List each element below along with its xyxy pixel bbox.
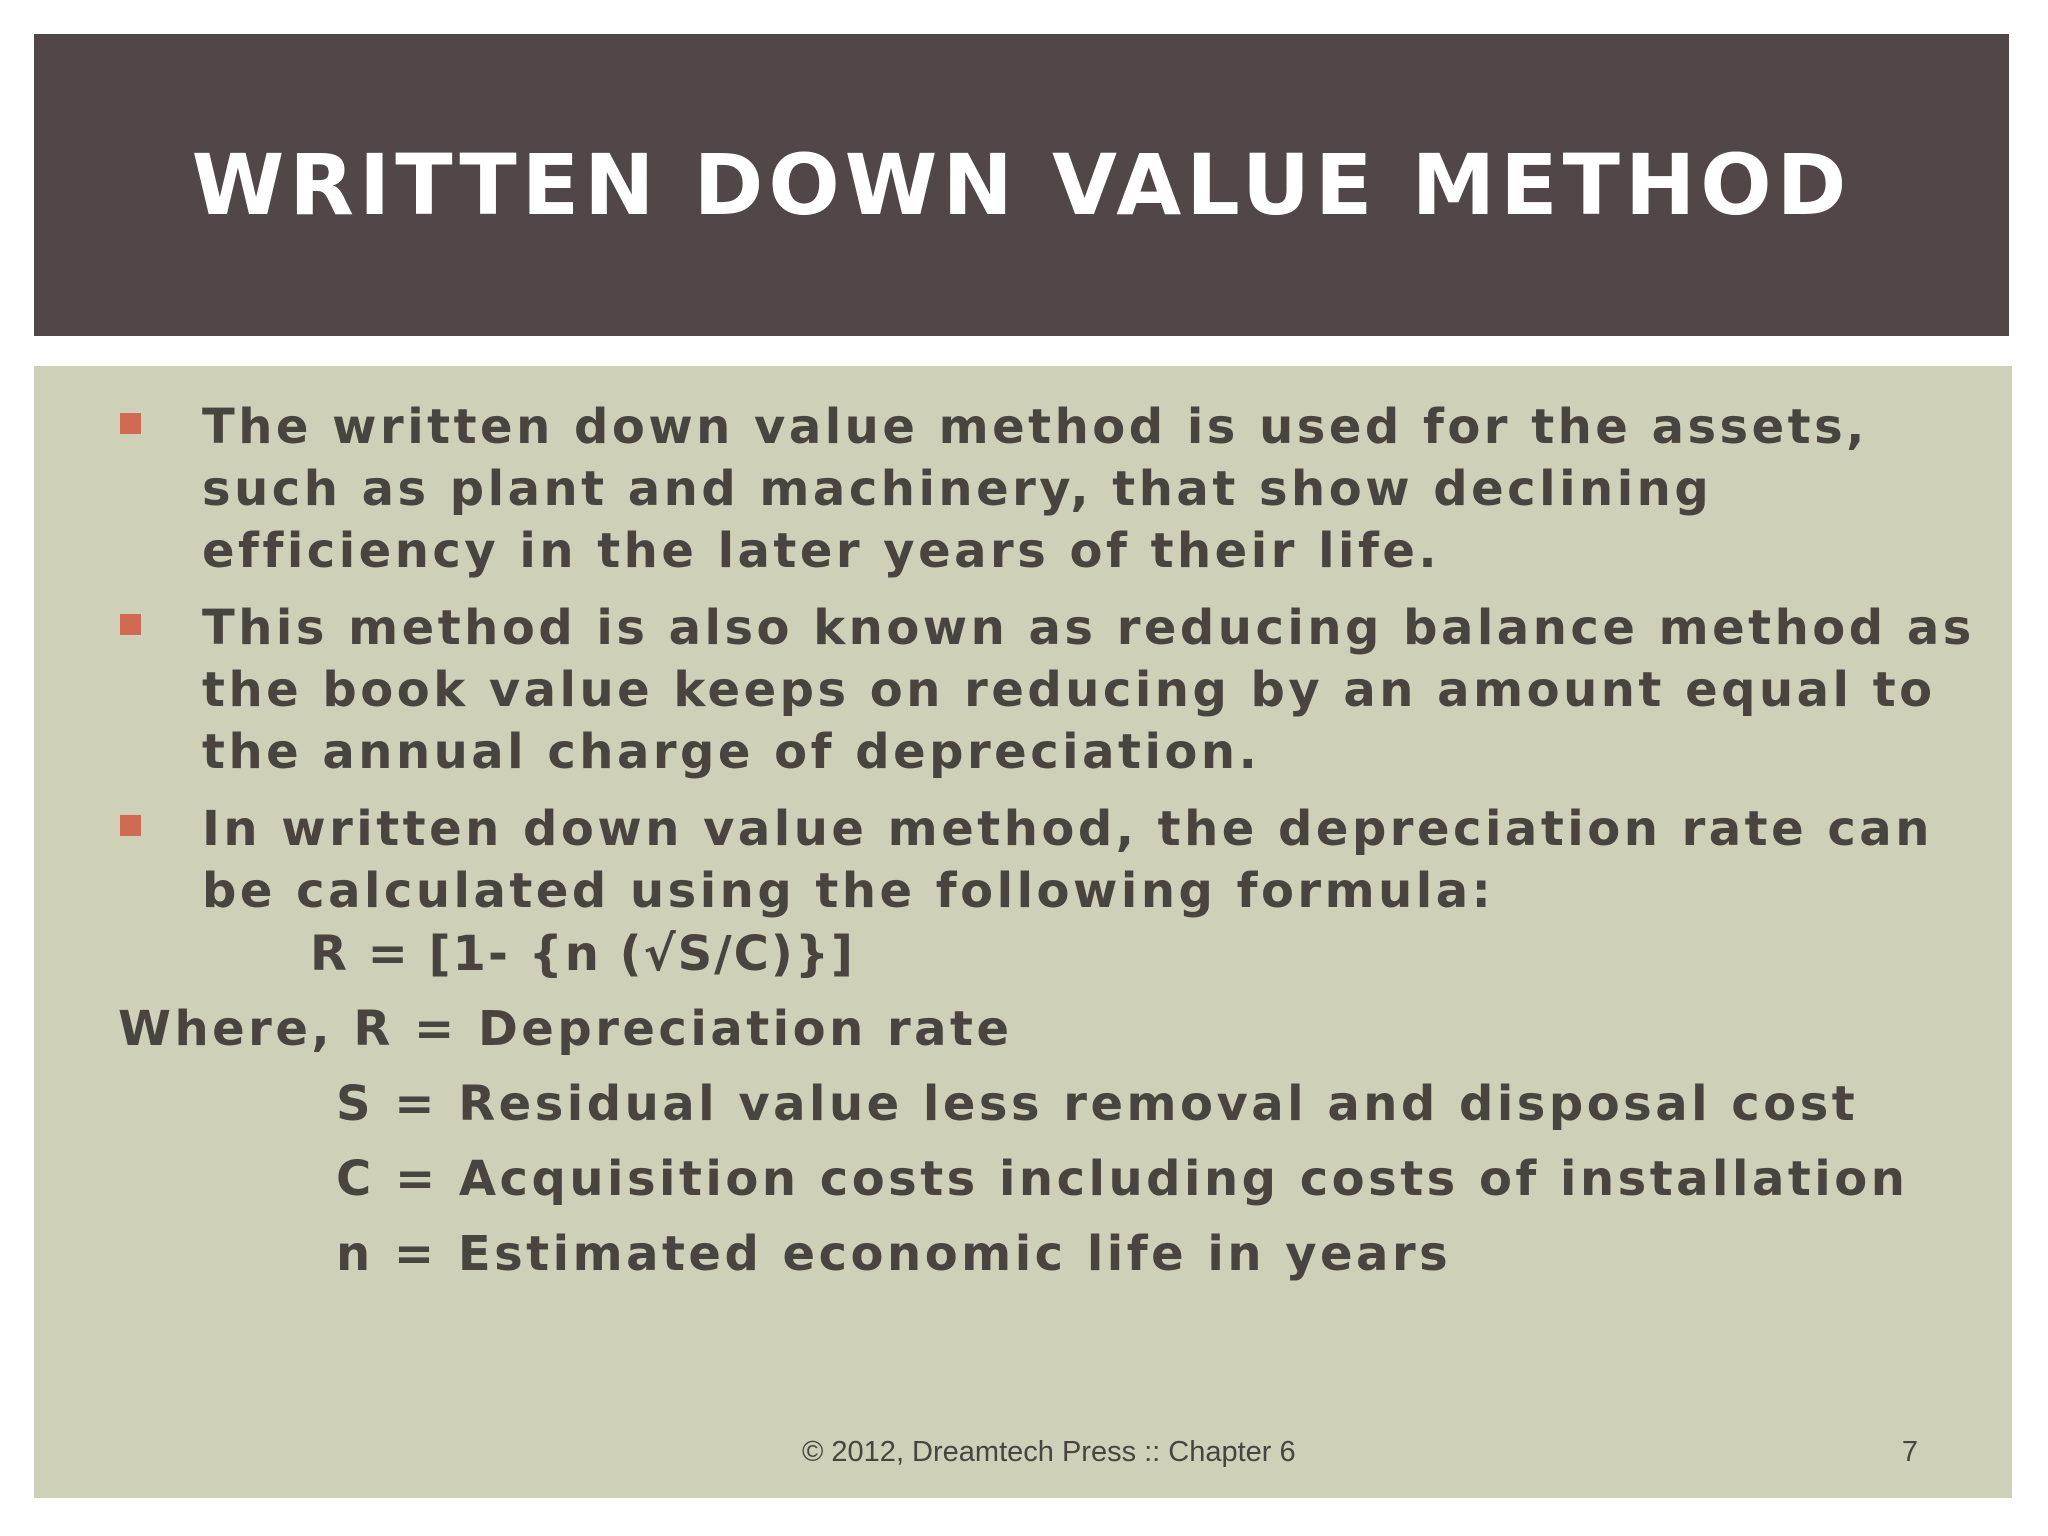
- footer-copyright: © 2012, Dreamtech Press :: Chapter 6: [802, 1436, 1296, 1468]
- depreciation-formula: R = [1- {n (√S/C)}]: [310, 926, 855, 982]
- definition-n: n = Estimated economic life in years: [336, 1226, 1452, 1282]
- bullet-text: This method is also known as reducing balance method as the book value keeps on reducing by an amount equal to the annual charge of depreciation.: [202, 600, 1975, 780]
- bullet-item: [120, 597, 1990, 783]
- content-area: [34, 366, 2012, 1498]
- definition-r: Where, R = Depreciation rate: [118, 1001, 1013, 1057]
- title-bar: [34, 34, 2009, 336]
- bullet-text: The written down value method is used for the assets, such as plant and machinery, that show declining efficiency in the later years of their life.: [202, 399, 1868, 579]
- bullet-marker-icon: [120, 614, 141, 635]
- definition-s: S = Residual value less removal and disposal cost: [336, 1076, 1859, 1132]
- slide-title: WRITTEN DOWN VALUE METHOD: [191, 136, 1852, 234]
- definition-c: C = Acquisition costs including costs of installation: [336, 1151, 1909, 1207]
- bullet-list: [120, 396, 1990, 937]
- bullet-text: In written down value method, the depreciation rate can be calculated using the following formula:: [202, 801, 1933, 919]
- bullet-item: [120, 798, 1990, 922]
- bullet-marker-icon: [120, 413, 141, 434]
- bullet-item: [120, 396, 1990, 582]
- bullet-marker-icon: [120, 815, 141, 836]
- page-number: 7: [1901, 1436, 1918, 1468]
